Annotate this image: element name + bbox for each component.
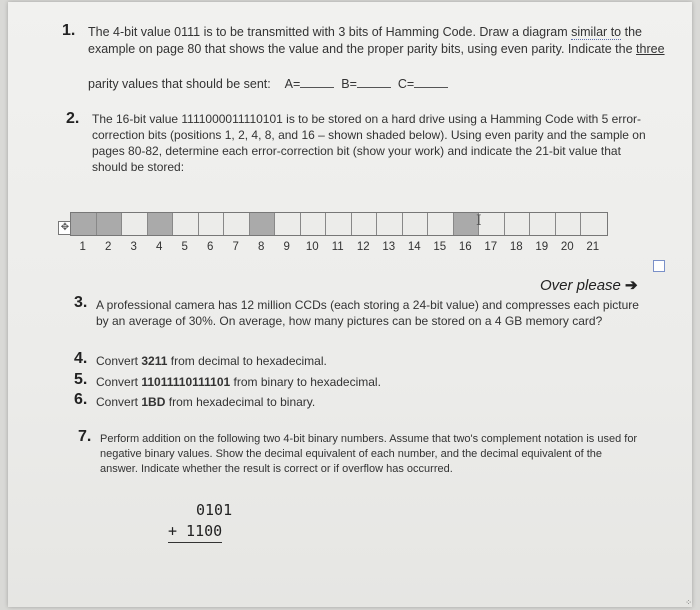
q6-post: from hexadecimal to binary. [168, 395, 316, 409]
q1-c-blank[interactable] [414, 77, 448, 88]
bit-cell[interactable] [97, 213, 123, 235]
q3-text: A professional camera has 12 million CCDs (each storing a 24-bit value) and compresses each picture by an average of 30%. On average, how many pictures can be stored on a 4 GB memory card? [96, 298, 639, 328]
bit-cell[interactable] [224, 213, 250, 235]
arrow-right-icon: ➔ [625, 277, 638, 294]
bit-position-labels [70, 241, 606, 253]
q6-text [96, 394, 315, 410]
bit-position-grid [70, 212, 608, 236]
bit-position-label: 17 [484, 241, 498, 253]
bit-cell[interactable] [301, 213, 327, 235]
bit-position-label: 5 [181, 241, 188, 253]
bit-cell[interactable] [122, 213, 148, 235]
q1-text [88, 24, 668, 58]
q5-post: from binary to hexadecimal. [233, 375, 381, 389]
bit-cell[interactable] [352, 213, 378, 235]
q1-parity-line [88, 76, 448, 92]
over-please [540, 276, 638, 294]
corner-mark: ⁘ [685, 598, 692, 607]
q1-a-label: A= [284, 77, 301, 91]
bit-position-label: 13 [382, 241, 396, 253]
bit-position-label: 11 [331, 241, 344, 253]
bit-position-label: 3 [130, 241, 137, 253]
bit-position-label: 21 [586, 241, 600, 253]
binary-addition [168, 500, 232, 543]
bit-cell[interactable] [505, 213, 531, 235]
bit-cell[interactable] [199, 213, 225, 235]
q2-text: The 16-bit value 1111000011110101 is to be stored on a hard drive using a Hamming Code with 5 error-correction bits (positions 1, 2, 4, 8, and 16 – shown shaded below). Using even parity and the sample on pages 80-82, determine each error-correction bit (show your work) and indicate the 21-bit value that should be stored: [92, 112, 646, 174]
q1-a-blank[interactable] [300, 77, 334, 88]
bit-cell[interactable] [173, 213, 199, 235]
q7-text: Perform addition on the following two 4-bit binary numbers. Assume that two's complement notation is used for negative binary values. Show the decimal equivalent of each number, and the decimal equivalent of the answer. Indicate whether the result is correct or if overflow has occurred. [100, 433, 638, 475]
bit-position-label: 7 [232, 241, 239, 253]
q4-post: from decimal to hexadecimal. [170, 354, 327, 368]
q4-pre: Convert [96, 354, 139, 368]
q7-number: 7. [78, 428, 92, 445]
q4-number: 4. [74, 350, 88, 367]
q5-value: 11011110111101 [141, 375, 231, 389]
q1-three: three [636, 42, 665, 56]
bit-cell[interactable] [428, 213, 454, 235]
text-cursor-icon: I [476, 213, 482, 229]
q6-number: 6. [74, 391, 88, 408]
bit-position-label: 19 [535, 241, 549, 253]
q1-b-label: B= [341, 77, 357, 91]
addition-operand-1: 0101 [196, 501, 233, 519]
bit-cell[interactable] [148, 213, 174, 235]
bit-position-label: 20 [560, 241, 574, 253]
q1-number: 1. [62, 22, 76, 39]
bit-position-label: 12 [356, 241, 370, 253]
bit-cell[interactable] [403, 213, 429, 235]
q1-c-label: C= [397, 77, 415, 91]
table-move-handle-icon[interactable]: ✥ [58, 221, 72, 235]
q1-similar-to: similar to [571, 25, 622, 39]
bit-position-label: 10 [305, 241, 319, 253]
bit-position-label: 15 [433, 241, 447, 253]
q1-text-a: The 4-bit value 0111 is to be transmitted with 3 bits of Hamming Code. Draw a diagram [88, 25, 568, 39]
over-please-text: Over please [540, 277, 621, 294]
q1-parity-label: parity values that should be sent: [88, 77, 271, 91]
bit-cell[interactable] [377, 213, 403, 235]
bit-position-label: 14 [407, 241, 421, 253]
q5-number: 5. [74, 371, 88, 388]
q6-value: 1BD [141, 395, 166, 409]
bit-position-label: 8 [258, 241, 265, 253]
bit-cell[interactable] [250, 213, 276, 235]
q3-number: 3. [74, 294, 88, 311]
bit-position-label: 9 [283, 241, 290, 253]
bit-position-label: 4 [156, 241, 163, 253]
bit-cell[interactable] [326, 213, 352, 235]
q5-text [96, 374, 381, 390]
bit-cell[interactable] [275, 213, 301, 235]
bit-position-label: 2 [105, 241, 112, 253]
q1-text-b: the example on page 80 that shows the value and the proper parity bits, using even parity. Indicate the [88, 25, 642, 56]
bit-position-label: 6 [207, 241, 214, 253]
addition-operand-2: + 1100 [168, 521, 222, 543]
q4-value: 3211 [141, 354, 168, 368]
bit-cell[interactable] [581, 213, 607, 235]
bit-position-label: 16 [458, 241, 472, 253]
bit-position-label: 1 [79, 241, 86, 253]
q1-b-blank[interactable] [357, 77, 391, 88]
bit-cell[interactable] [530, 213, 556, 235]
q2-number: 2. [66, 110, 80, 127]
q5-pre: Convert [96, 375, 139, 389]
q6-pre: Convert [96, 395, 139, 409]
checkbox-icon[interactable] [653, 260, 665, 272]
bit-cell[interactable] [71, 213, 97, 235]
bit-position-label: 18 [509, 241, 523, 253]
bit-cell[interactable] [556, 213, 582, 235]
bit-cell[interactable] [479, 213, 505, 235]
q4-text [96, 353, 327, 369]
